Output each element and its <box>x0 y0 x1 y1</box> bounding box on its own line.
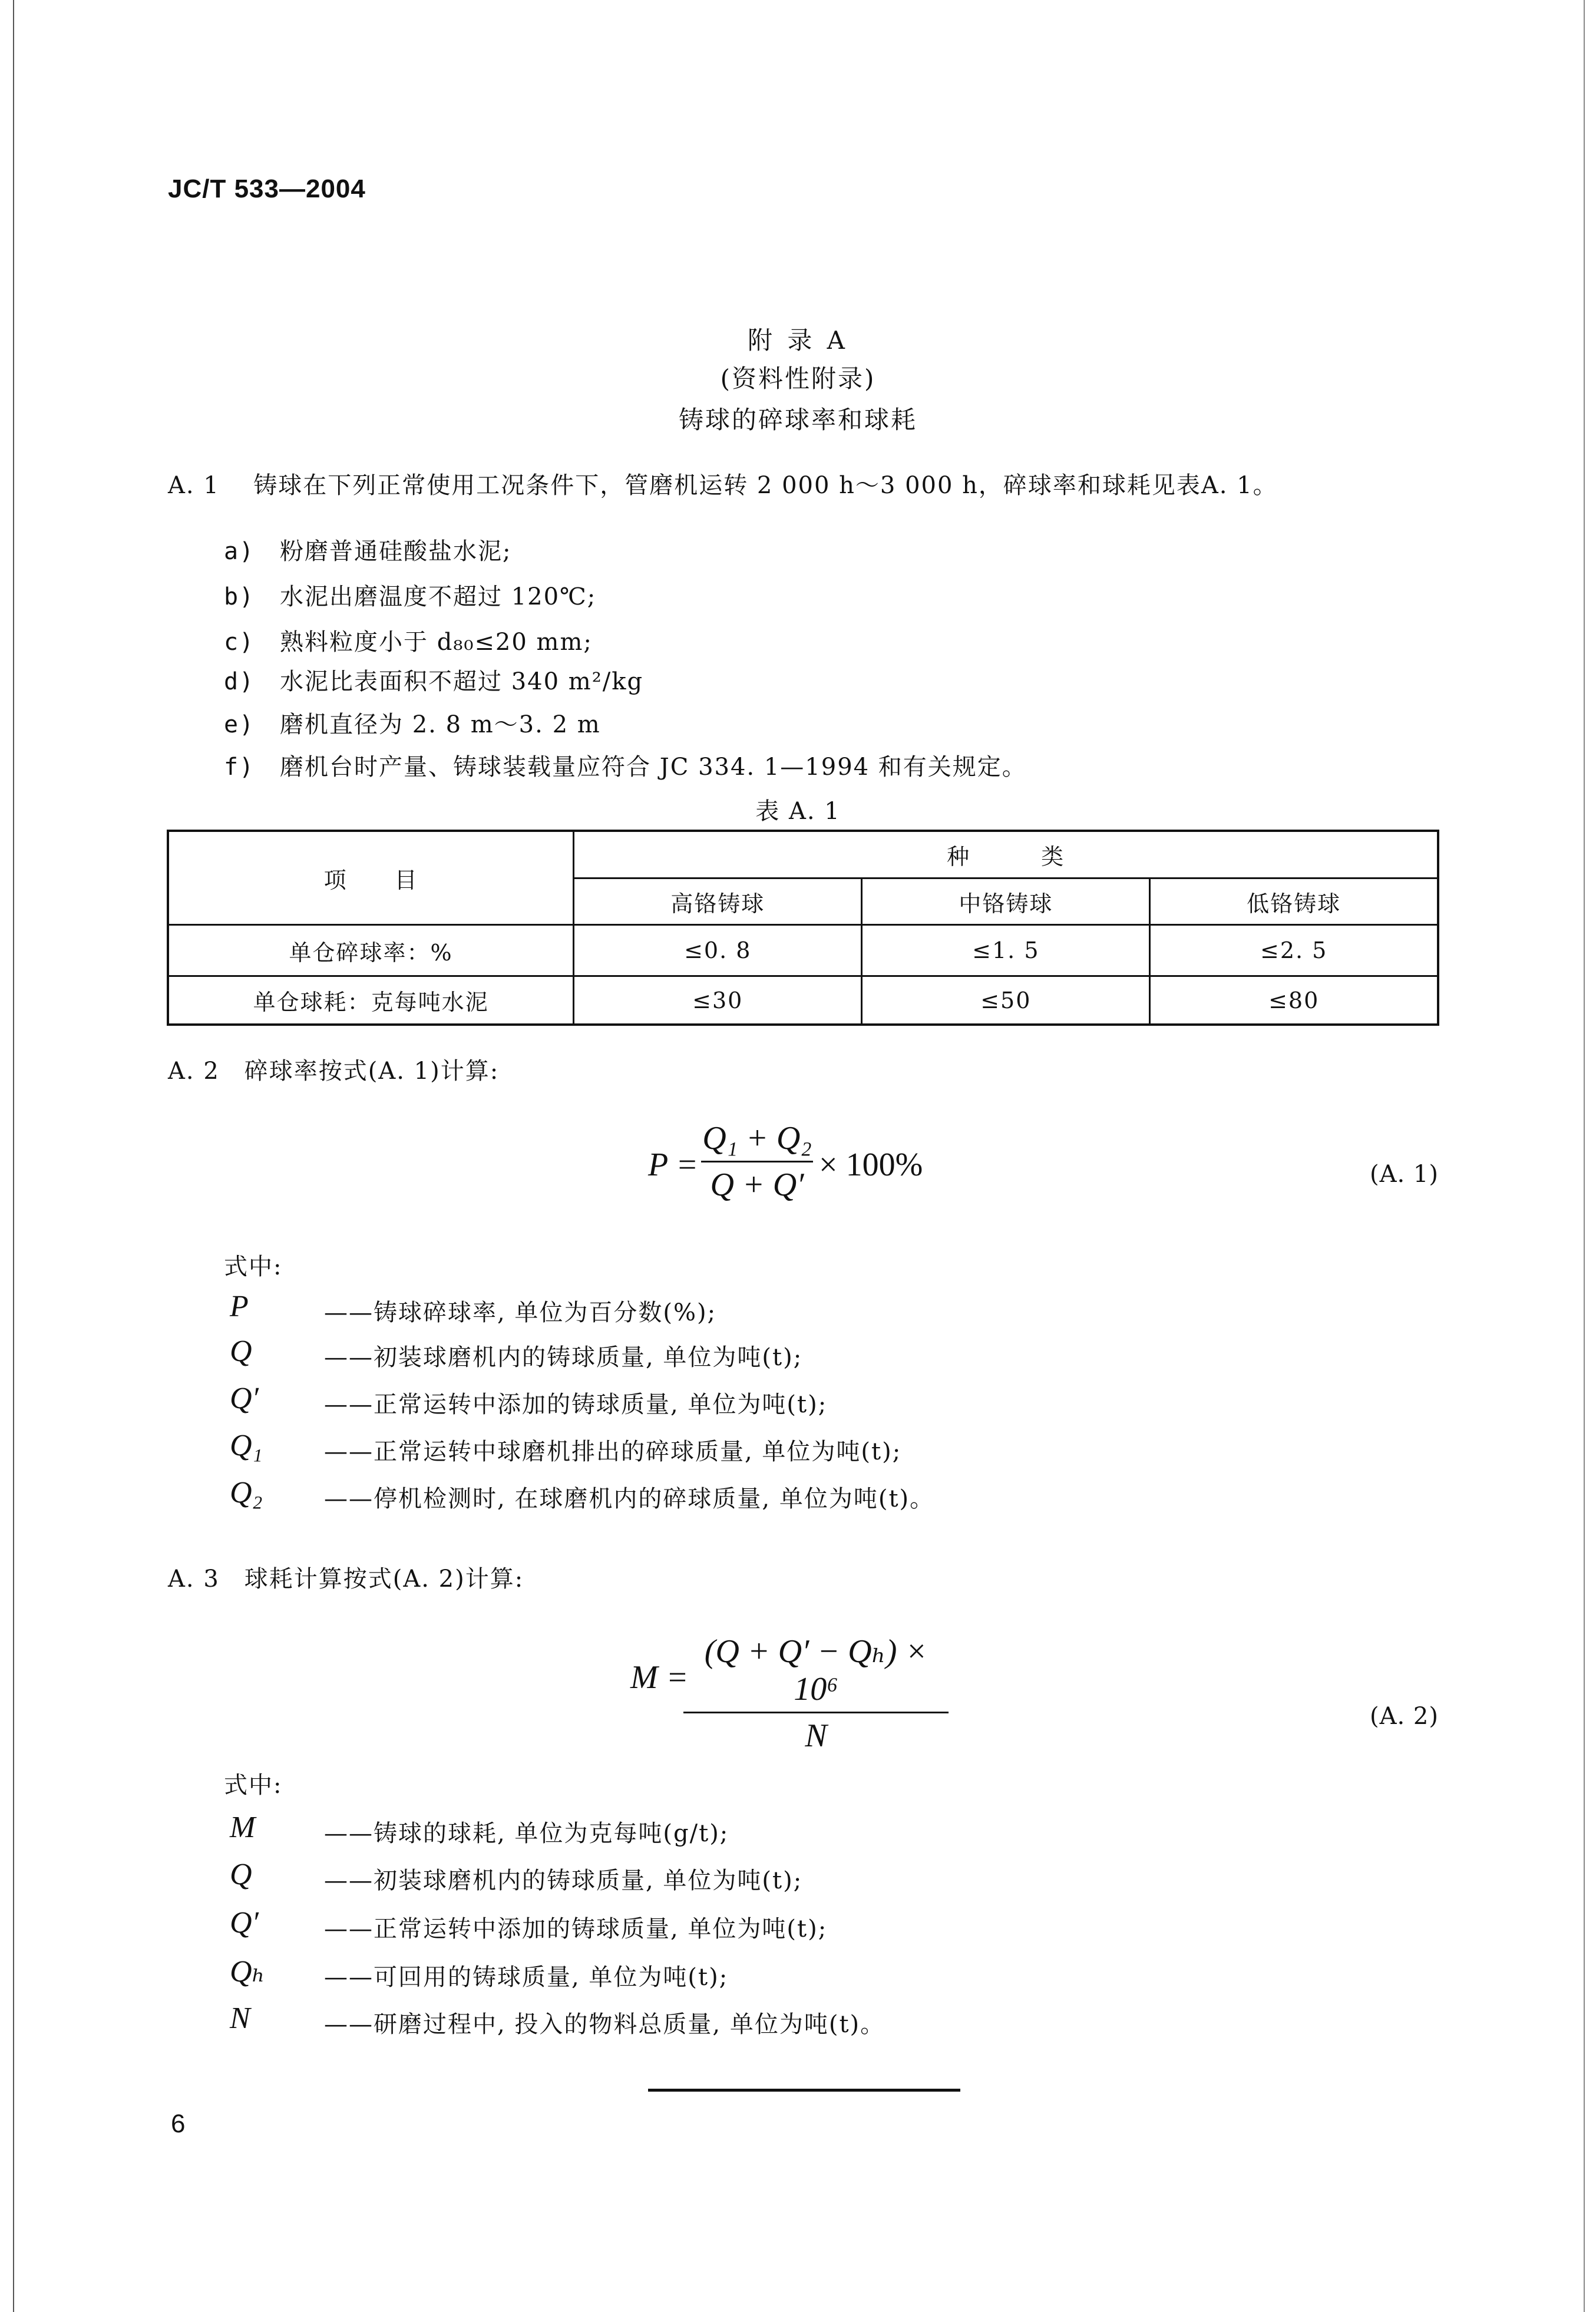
data-table <box>167 830 1439 1026</box>
symbol-definition: ——停机检测时, 在球磨机内的碎球质量, 单位为吨(t)。 <box>324 1485 935 1512</box>
formula-a2-fraction <box>683 1632 949 1755</box>
symbol-label: Q′ <box>230 1382 259 1415</box>
symbol-definition: ——初装球磨机内的铸球质量, 单位为吨(t); <box>324 1867 803 1894</box>
symbol-label: Q₁ <box>230 1429 263 1462</box>
formula-a2-lhs: M = <box>630 1659 689 1696</box>
symbol-definition: ——研磨过程中, 投入的物料总质量, 单位为吨(t)。 <box>324 2011 885 2038</box>
table-cell: ≤80 <box>1150 976 1438 1025</box>
table-header-kind: 种 类 <box>574 831 1438 878</box>
table-row <box>168 925 1438 976</box>
table-cell: ≤30 <box>574 976 862 1025</box>
symbol-label: Qₕ <box>230 1955 266 1989</box>
table-row <box>168 976 1438 1025</box>
condition-item: b) 水泥出磨温度不超过 120℃; <box>224 583 597 610</box>
symbol-label: Q <box>230 1335 252 1368</box>
condition-item: a) 粉磨普通硅酸盐水泥; <box>224 538 512 565</box>
condition-item: c) 熟料粒度小于 d₈₀≤20 mm; <box>224 629 593 656</box>
fraction-bar <box>701 1161 813 1162</box>
end-rule <box>648 2089 960 2092</box>
appendix-subtitle: 铸球的碎球率和球耗 <box>678 405 917 434</box>
table-column-header: 低铬铸球 <box>1150 878 1438 925</box>
section-a2-heading: A. 2 碎球率按式(A. 1)计算: <box>168 1058 500 1085</box>
formula-a2-numerator: (Q + Q′ − Qₕ) × 10⁶ <box>704 1633 928 1707</box>
table-cell: ≤1. 5 <box>862 925 1150 976</box>
table-cell: ≤50 <box>862 976 1150 1025</box>
condition-item: f) 磨机台时产量、铸球装载量应符合 JC 334. 1—1994 和有关规定。 <box>224 754 1027 781</box>
table-row-label: 单仓碎球率：% <box>168 925 574 976</box>
formula-a1-tail: × 100% <box>819 1147 923 1183</box>
section-a1-text: 铸球在下列正常使用工况条件下，管磨机运转 2 000 h～3 000 h，碎球率和球耗见表A. 1。 <box>253 472 1278 499</box>
formula-a1-numerator: Q₁ + Q₂ <box>702 1120 812 1157</box>
symbol-definition: ——正常运转中添加的铸球质量, 单位为吨(t); <box>324 1915 828 1943</box>
where-label: 式中: <box>224 1772 283 1799</box>
symbol-definition: ——可回用的铸球质量, 单位为吨(t); <box>324 1964 729 1991</box>
symbol-label: Q₂ <box>230 1476 263 1510</box>
symbol-definition: ——正常运转中球磨机排出的碎球质量, 单位为吨(t); <box>324 1438 902 1465</box>
symbol-label: M <box>230 1811 256 1844</box>
formula-a2-number: (A. 2) <box>1370 1703 1439 1730</box>
where-label: 式中: <box>224 1253 283 1280</box>
section-a1-number: A. 1 <box>168 472 220 499</box>
scan-margin-line-right <box>1584 0 1585 2312</box>
symbol-label: N <box>230 2001 250 2035</box>
appendix-title: 附 录 A <box>747 326 849 355</box>
symbol-label: Q <box>230 1858 252 1891</box>
standard-code: JC/T 533—2004 <box>168 174 366 203</box>
section-a1 <box>168 467 1278 500</box>
condition-item: d) 水泥比表面积不超过 340 m²/kg <box>224 668 644 695</box>
table-column-header: 中铬铸球 <box>862 878 1150 925</box>
formula-a1-fraction <box>701 1119 813 1204</box>
fraction-bar <box>683 1712 949 1713</box>
section-a3-heading: A. 3 球耗计算按式(A. 2)计算: <box>168 1565 524 1593</box>
table-header-item: 项 目 <box>168 831 574 925</box>
scan-margin-line-left <box>13 0 14 2312</box>
table-column-header: 高铬铸球 <box>574 878 862 925</box>
table-cell: ≤0. 8 <box>574 925 862 976</box>
formula-a1-number: (A. 1) <box>1370 1161 1439 1188</box>
table-row-label: 单仓球耗：克每吨水泥 <box>168 976 574 1025</box>
symbol-definition: ——初装球磨机内的铸球质量, 单位为吨(t); <box>324 1344 803 1371</box>
table-cell: ≤2. 5 <box>1150 925 1438 976</box>
symbol-label: Q′ <box>230 1906 259 1940</box>
condition-item: e) 磨机直径为 2. 8 m～3. 2 m <box>224 711 601 738</box>
symbol-definition: ——铸球的球耗, 单位为克每吨(g/t); <box>324 1820 729 1847</box>
table-header-row <box>168 831 1438 878</box>
page-number: 6 <box>171 2109 186 2138</box>
appendix-type: (资料性附录) <box>720 364 876 393</box>
symbol-label: P <box>230 1290 249 1323</box>
symbol-definition: ——正常运转中添加的铸球质量, 单位为吨(t); <box>324 1391 828 1418</box>
formula-a1-lhs: P = <box>648 1147 698 1183</box>
formula-a2-denominator: N <box>805 1718 827 1754</box>
symbol-definition: ——铸球碎球率, 单位为百分数(%); <box>324 1299 717 1326</box>
table-caption: 表 A. 1 <box>755 798 841 825</box>
formula-a1-denominator: Q + Q′ <box>710 1167 804 1203</box>
